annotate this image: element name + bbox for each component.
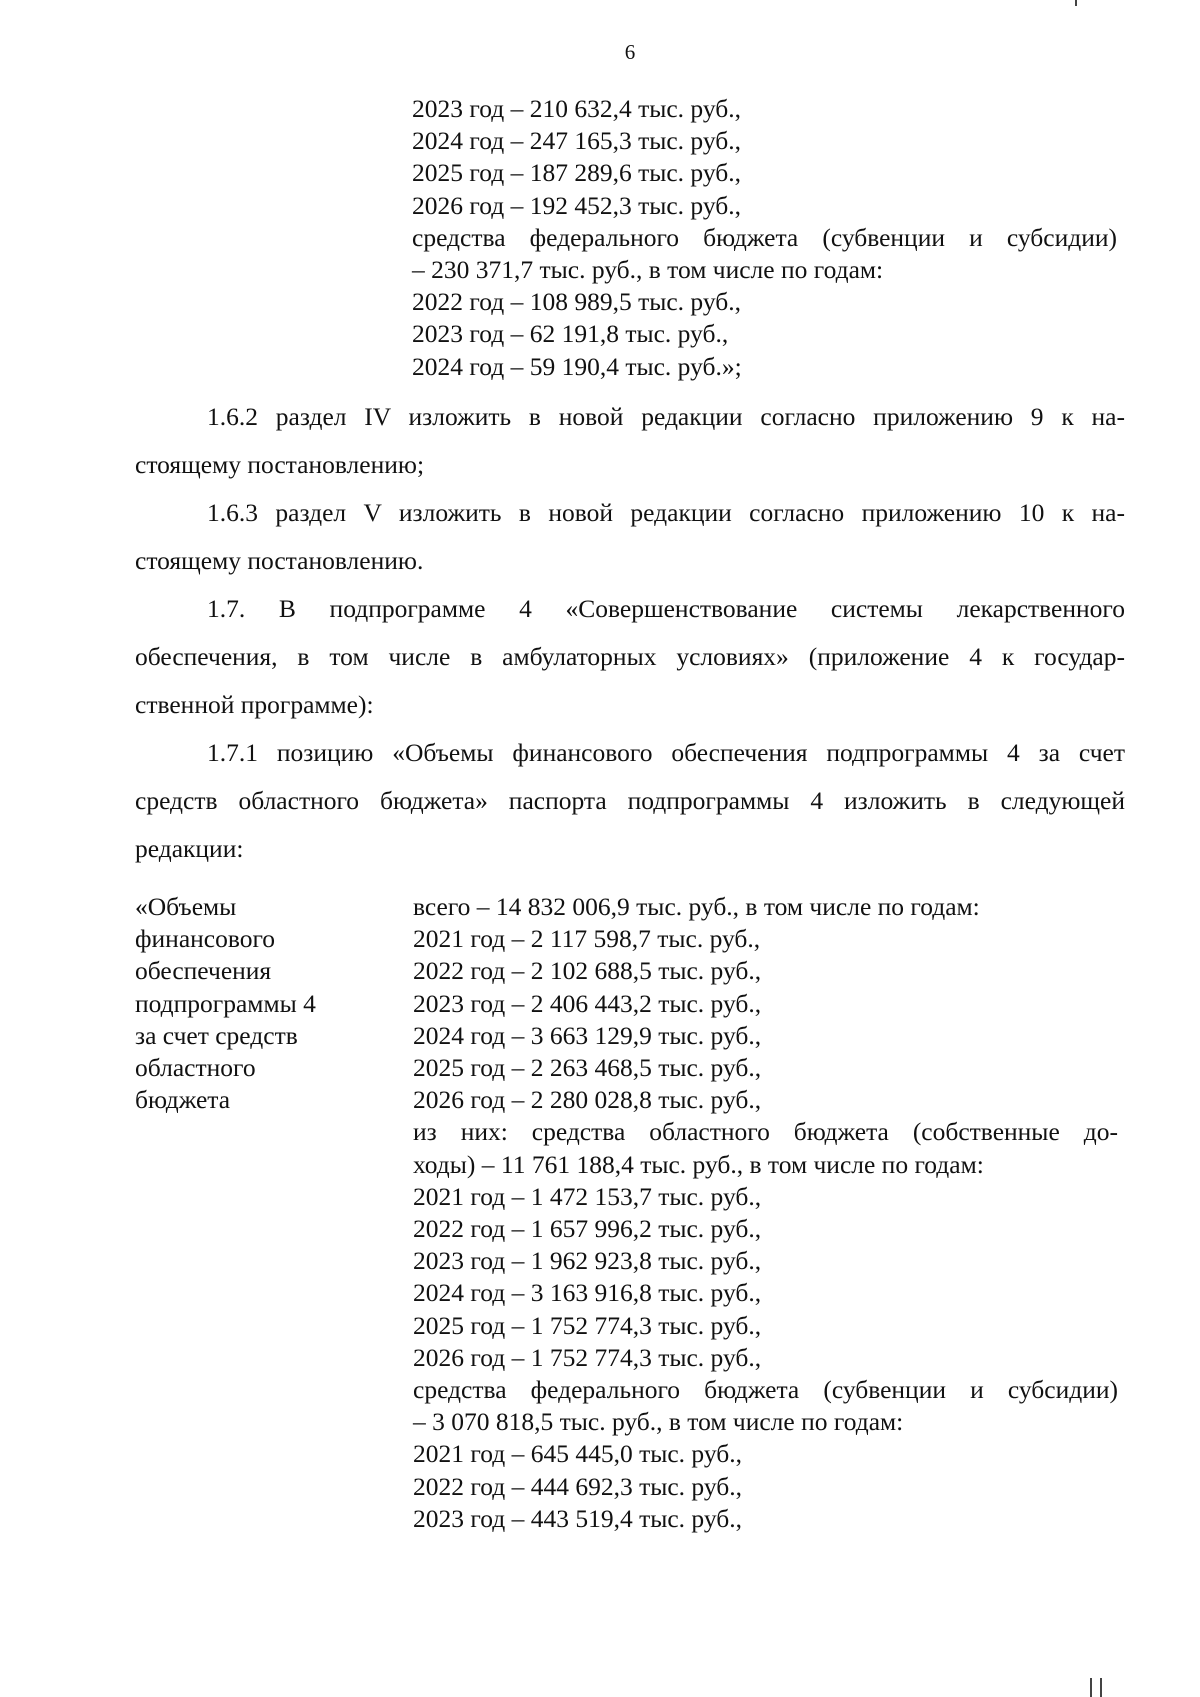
page-number: 6	[624, 40, 636, 64]
label-line: подпрограммы 4	[135, 988, 316, 1018]
federal-budget-heading	[412, 222, 1117, 254]
paragraph-1-6-2	[135, 393, 1125, 489]
year-line: 2024 год – 247 165,3 тыс. руб.,	[412, 126, 741, 156]
label-line: финансового	[135, 924, 276, 954]
paragraph-line	[135, 393, 1125, 441]
paragraph-line	[135, 489, 1125, 537]
word: них:	[460, 1117, 508, 1147]
word: (субвенции	[822, 222, 946, 252]
year-line: 2023 год – 2 406 443,2 тыс. руб.,	[413, 988, 762, 1018]
paragraph-text: 1.7.1 позицию «Объемы финансового обеспечения подпрограммы 4 за счет	[207, 738, 1125, 767]
label-line: «Объемы	[135, 892, 237, 921]
word: бюджета	[703, 222, 799, 252]
year-line: 2026 год – 2 280 028,8 тыс. руб.,	[413, 1085, 762, 1115]
word: бюджета	[793, 1117, 889, 1147]
federal-budget-heading	[413, 1374, 1118, 1406]
own-revenue-total: ходы) – 11 761 188,4 тыс. руб., в том числе по годам:	[413, 1149, 984, 1179]
position-values	[413, 891, 1118, 1535]
year-line: 2026 год – 1 752 774,3 тыс. руб.,	[413, 1342, 762, 1372]
year-line: 2022 год – 444 692,3 тыс. руб.,	[413, 1471, 742, 1501]
paragraph-line: стоящему постановлению.	[135, 546, 424, 575]
label-line: бюджета	[135, 1085, 231, 1115]
word: средства	[413, 1375, 507, 1405]
federal-total: – 230 371,7 тыс. руб., в том числе по годам:	[412, 255, 884, 285]
word: средства	[412, 222, 506, 252]
word: областного	[649, 1117, 770, 1147]
year-line: 2024 год – 3 163 916,8 тыс. руб.,	[413, 1278, 762, 1308]
scan-mark	[1100, 1678, 1102, 1697]
paragraph-text: 1.6.2 раздел IV изложить в новой редакции согласно приложению 9 к на-	[207, 402, 1125, 431]
paragraph-text: средств областного бюджета» паспорта подпрограммы 4 изложить в следующей	[135, 786, 1125, 815]
word: федерального	[530, 1375, 681, 1405]
word: (собственные	[912, 1117, 1060, 1147]
year-line: 2021 год – 645 445,0 тыс. руб.,	[413, 1439, 742, 1469]
paragraph-line	[135, 585, 1125, 633]
paragraph-line: стоящему постановлению;	[135, 450, 425, 479]
paragraph-text: 1.6.3 раздел V изложить в новой редакции согласно приложению 10 к на-	[207, 498, 1125, 527]
label-line: за счет средств	[135, 1020, 298, 1050]
year-line: 2022 год – 1 657 996,2 тыс. руб.,	[413, 1214, 762, 1244]
paragraph-line: ственной программе):	[135, 690, 374, 719]
paragraph-text: 1.7. В подпрограмме 4 «Совершенствование системы лекарственного	[207, 594, 1125, 623]
word: федерального	[529, 222, 680, 252]
year-line: 2023 год – 1 962 923,8 тыс. руб.,	[413, 1246, 762, 1276]
word: (субвенции	[823, 1375, 947, 1405]
paragraph-text: обеспечения, в том числе в амбулаторных условиях» (приложение 4 к государ-	[135, 642, 1125, 671]
label-line: обеспечения	[135, 956, 272, 986]
position-label	[135, 891, 365, 1116]
scan-mark	[1090, 1678, 1092, 1697]
paragraph-line	[135, 633, 1125, 681]
word: и	[969, 222, 983, 252]
funding-continuation-list	[412, 93, 1117, 383]
word: до-	[1083, 1117, 1118, 1147]
word: из	[413, 1117, 437, 1147]
year-line: 2024 год – 3 663 129,9 тыс. руб.,	[413, 1020, 762, 1050]
year-line: 2023 год – 443 519,4 тыс. руб.,	[413, 1503, 742, 1533]
word: средства	[531, 1117, 626, 1147]
paragraph-line: редакции:	[135, 834, 244, 863]
paragraph-line	[135, 777, 1125, 825]
own-revenue-heading	[413, 1116, 1118, 1148]
label-line: областного	[135, 1053, 256, 1083]
federal-total: – 3 070 818,5 тыс. руб., в том числе по годам:	[413, 1407, 904, 1437]
scan-mark	[1075, 0, 1077, 6]
word: бюджета	[704, 1375, 800, 1405]
word: субсидии)	[1007, 1375, 1118, 1405]
year-line: 2022 год – 2 102 688,5 тыс. руб.,	[413, 956, 762, 986]
year-line: 2026 год – 192 452,3 тыс. руб.,	[412, 190, 741, 220]
year-line: 2025 год – 1 752 774,3 тыс. руб.,	[413, 1310, 762, 1340]
year-line: 2024 год – 59 190,4 тыс. руб.»;	[412, 351, 742, 381]
word: субсидии)	[1006, 222, 1117, 252]
paragraph-line	[135, 729, 1125, 777]
year-line: 2025 год – 2 263 468,5 тыс. руб.,	[413, 1053, 762, 1083]
year-line: 2021 год – 2 117 598,7 тыс. руб.,	[413, 924, 761, 954]
paragraph-1-7-1	[135, 729, 1125, 873]
year-line: 2025 год – 187 289,6 тыс. руб.,	[412, 158, 741, 188]
year-line: 2022 год – 108 989,5 тыс. руб.,	[412, 287, 741, 317]
word: и	[970, 1375, 984, 1405]
body-paragraphs	[135, 393, 1125, 873]
paragraph-1-7	[135, 585, 1125, 729]
paragraph-1-6-3	[135, 489, 1125, 585]
total-line: всего – 14 832 006,9 тыс. руб., в том числе по годам:	[413, 892, 980, 921]
year-line: 2021 год – 1 472 153,7 тыс. руб.,	[413, 1181, 762, 1211]
year-line: 2023 год – 210 632,4 тыс. руб.,	[412, 94, 741, 123]
year-line: 2023 год – 62 191,8 тыс. руб.,	[412, 319, 729, 349]
